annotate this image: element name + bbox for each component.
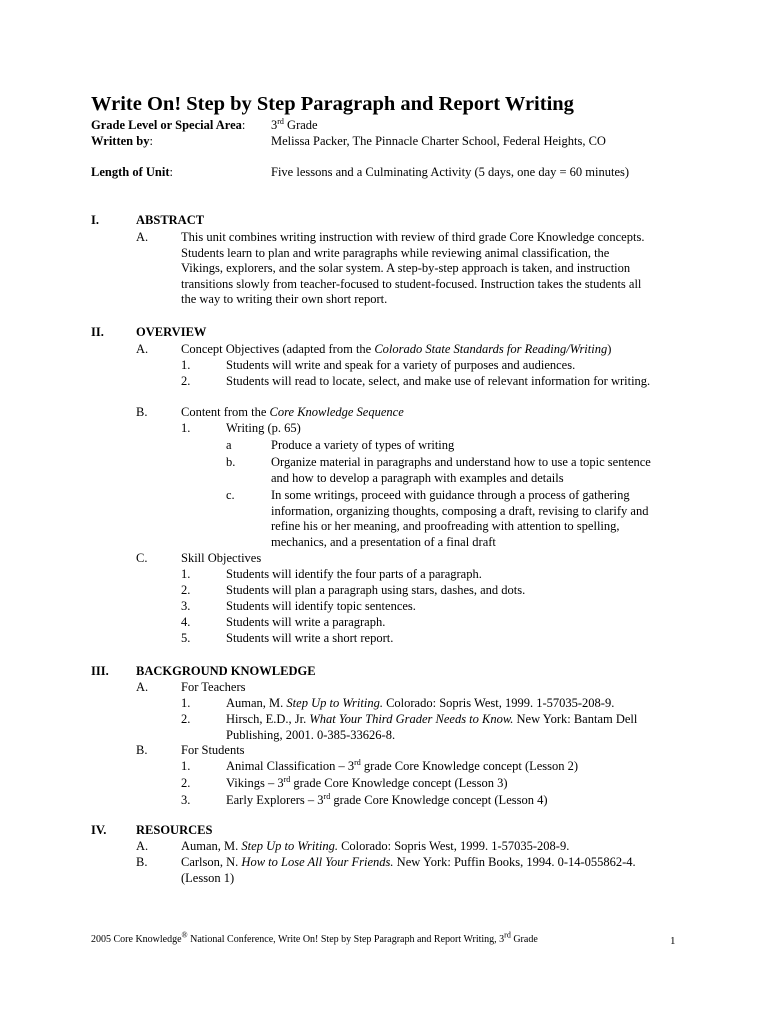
page-footer: 2005 Core Knowledge® National Conference, Write On! Step by Step Paragraph and Report Writing, 3rd Grade <box>91 930 538 945</box>
resource-item: Auman, M. Step Up to Writing. Colorado: Sopris West, 1999. 1-57035-208-9. <box>181 839 570 853</box>
list-item-number: 5. <box>181 631 191 645</box>
section-title-abstract: ABSTRACT <box>136 213 205 227</box>
list-item-number: 3. <box>181 793 191 807</box>
list-item: Writing (p. 65) <box>226 421 301 435</box>
length-value: Five lessons and a Culminating Activity (5 days, one day = 60 minutes) <box>271 165 630 179</box>
list-item-number: 2. <box>181 776 191 790</box>
background-letter-a: A. <box>136 680 149 694</box>
abstract-text: This unit combines writing instruction with review of third grade Core Knowledge concepts. Students learn to plan and write paragraphs while reviewing animal classification, the Vikings, explorers, and the solar system. A step-by-step approach is taken, and instruction transitions slowly from teacher-focused to student-focused. Instruction takes the students all the way to writing their own short report. <box>181 230 645 306</box>
grade-label: Grade Level or Special Area: <box>91 118 246 132</box>
list-item: Animal Classification – 3rd grade Core Knowledge concept (Lesson 2) <box>226 757 579 773</box>
section-numeral-abstract: I. <box>91 213 99 227</box>
list-item-number: 3. <box>181 599 191 613</box>
list-item-number: 2. <box>181 583 191 597</box>
resources-letter-b: B. <box>136 855 148 869</box>
background-letter-b: B. <box>136 743 148 757</box>
list-item: Students will write and speak for a variety of purposes and audiences. <box>226 358 576 372</box>
author-label: Written by: <box>91 134 153 148</box>
list-item: Early Explorers – 3rd grade Core Knowledge concept (Lesson 4) <box>226 791 548 807</box>
list-item: Students will write a paragraph. <box>226 615 386 629</box>
section-numeral-resources: IV. <box>91 823 107 837</box>
section-numeral-overview: II. <box>91 325 104 339</box>
section-title-overview: OVERVIEW <box>136 325 207 339</box>
sub-item-letter: b. <box>226 455 236 469</box>
author-value: Melissa Packer, The Pinnacle Charter School, Federal Heights, CO <box>271 134 606 148</box>
list-item-number: 1. <box>181 567 191 581</box>
skill-objectives-heading: Skill Objectives <box>181 551 262 565</box>
concept-objectives-heading: Concept Objectives (adapted from the Colorado State Standards for Reading/Writing) <box>181 342 612 356</box>
reference-item: Hirsch, E.D., Jr. What Your Third Grader Needs to Know. New York: Bantam Dell Publishing, 2001. 0-385-33626-8. <box>226 712 638 742</box>
list-item: Students will write a short report. <box>226 631 394 645</box>
sub-item: Organize material in paragraphs and understand how to use a topic sentence and how to develop a paragraph with examples and details <box>271 455 651 485</box>
page-number: 1 <box>670 935 676 947</box>
list-item-number: 1. <box>181 759 191 773</box>
for-teachers-heading: For Teachers <box>181 680 246 694</box>
list-item-number: 4. <box>181 615 191 629</box>
section-title-resources: RESOURCES <box>136 823 213 837</box>
list-item-number: 2. <box>181 374 191 388</box>
reference-item: Auman, M. Step Up to Writing. Colorado: Sopris West, 1999. 1-57035-208-9. <box>226 696 615 710</box>
sub-item-letter: c. <box>226 488 235 502</box>
overview-letter-b: B. <box>136 405 148 419</box>
sub-item: In some writings, proceed with guidance through a process of gathering information, organizing thoughts, composing a draft, revising to clarify and refine his or her meaning, and proofreading with attention to spelling, mechanics, and a presentation of a final draft <box>271 488 649 549</box>
list-item-number: 2. <box>181 712 191 726</box>
list-item: Students will plan a paragraph using stars, dashes, and dots. <box>226 583 526 597</box>
section-title-background: BACKGROUND KNOWLEDGE <box>136 664 316 678</box>
list-item: Students will read to locate, select, and make use of relevant information for writing. <box>226 374 651 388</box>
list-item-number: 1. <box>181 358 191 372</box>
sub-item: Produce a variety of types of writing <box>271 438 455 452</box>
content-heading: Content from the Core Knowledge Sequence <box>181 405 404 419</box>
list-item: Vikings – 3rd grade Core Knowledge concept (Lesson 3) <box>226 774 508 790</box>
resources-letter-a: A. <box>136 839 149 853</box>
list-item: Students will identify the four parts of a paragraph. <box>226 567 482 581</box>
for-students-heading: For Students <box>181 743 245 757</box>
sub-item-letter: a <box>226 438 232 452</box>
length-label: Length of Unit: <box>91 165 173 179</box>
list-item-number: 1. <box>181 696 191 710</box>
page-title: Write On! Step by Step Paragraph and Report Writing <box>91 93 574 115</box>
list-item-number: 1. <box>181 421 191 435</box>
section-numeral-background: III. <box>91 664 109 678</box>
grade-value: 3rd Grade <box>271 116 318 132</box>
overview-letter-c: C. <box>136 551 148 565</box>
abstract-letter-a: A. <box>136 230 149 244</box>
resource-item: Carlson, N. How to Lose All Your Friends. New York: Puffin Books, 1994. 0-14-055862-4. (Lesson 1) <box>181 855 636 885</box>
overview-letter-a: A. <box>136 342 149 356</box>
list-item: Students will identify topic sentences. <box>226 599 416 613</box>
